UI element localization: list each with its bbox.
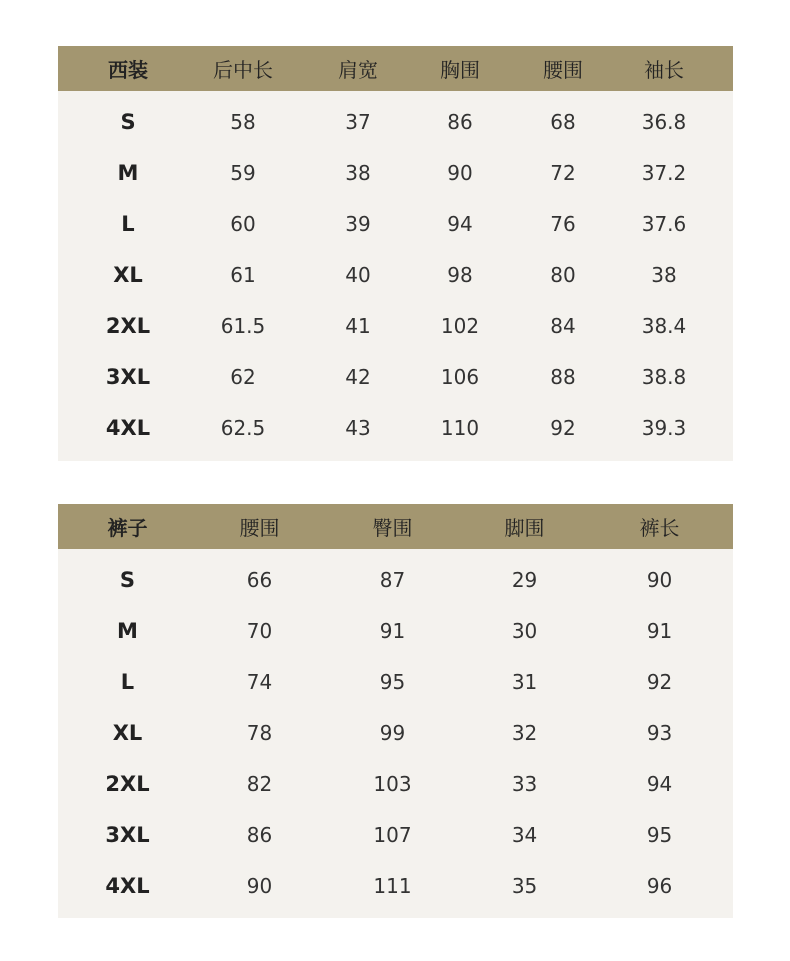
table-cell: 30 <box>511 618 538 643</box>
table-cell: 38 <box>651 262 677 287</box>
table-cell: 88 <box>550 364 576 389</box>
suit-header-category: 西装 <box>108 58 148 82</box>
table-cell: 41 <box>345 313 371 338</box>
pants-size-table <box>58 504 733 918</box>
size-label: XL <box>112 720 143 745</box>
table-row <box>58 402 733 453</box>
table-cell: 90 <box>646 567 673 592</box>
table-cell: 92 <box>646 669 673 694</box>
size-label: 4XL <box>105 415 151 440</box>
table-cell: 35 <box>511 873 538 898</box>
table-cell: 37 <box>345 109 371 134</box>
pants-table-header <box>58 504 733 549</box>
table-cell: 37.6 <box>641 211 687 236</box>
table-cell: 95 <box>646 822 673 847</box>
size-label: XL <box>113 262 143 287</box>
table-row <box>58 656 733 707</box>
table-cell: 74 <box>246 669 273 694</box>
table-cell: 39 <box>345 211 371 236</box>
table-cell: 37.2 <box>641 160 687 185</box>
table-cell: 98 <box>447 262 473 287</box>
table-row <box>58 351 733 402</box>
table-row <box>58 96 733 147</box>
pants-header-category: 裤子 <box>107 516 148 540</box>
table-cell: 38.8 <box>641 364 687 389</box>
table-cell: 42 <box>345 364 371 389</box>
table-cell: 31 <box>511 669 538 694</box>
table-row <box>58 198 733 249</box>
pants-header-leg-opening: 脚围 <box>504 516 545 540</box>
table-cell: 80 <box>550 262 576 287</box>
table-cell: 102 <box>440 313 480 338</box>
table-cell: 95 <box>379 669 406 694</box>
table-cell: 39.3 <box>641 415 687 440</box>
table-row <box>58 758 733 809</box>
suit-table-body <box>58 91 733 453</box>
table-cell: 90 <box>447 160 473 185</box>
suit-header-sleeve: 袖长 <box>644 58 684 82</box>
table-cell: 34 <box>511 822 538 847</box>
table-cell: 107 <box>373 822 412 847</box>
table-cell: 36.8 <box>641 109 687 134</box>
table-cell: 38 <box>345 160 371 185</box>
pants-header-hip: 臀围 <box>372 516 413 540</box>
table-cell: 94 <box>646 771 673 796</box>
table-row <box>58 554 733 605</box>
suit-header-chest: 胸围 <box>440 58 480 82</box>
table-row <box>58 300 733 351</box>
table-cell: 58 <box>230 109 256 134</box>
table-cell: 76 <box>550 211 576 236</box>
table-cell: 106 <box>440 364 480 389</box>
size-label: 4XL <box>105 873 150 898</box>
pants-header-waist: 腰围 <box>239 516 280 540</box>
table-cell: 94 <box>447 211 473 236</box>
table-cell: 32 <box>511 720 538 745</box>
table-cell: 91 <box>379 618 406 643</box>
table-cell: 82 <box>246 771 273 796</box>
table-cell: 78 <box>246 720 273 745</box>
size-label: L <box>120 669 135 694</box>
pants-header-length: 裤长 <box>639 516 680 540</box>
table-row <box>58 605 733 656</box>
table-cell: 84 <box>550 313 576 338</box>
suit-header-waist: 腰围 <box>543 58 583 82</box>
size-label: 3XL <box>105 364 151 389</box>
table-cell: 29 <box>511 567 538 592</box>
table-cell: 43 <box>345 415 371 440</box>
table-cell: 60 <box>230 211 256 236</box>
table-cell: 93 <box>646 720 673 745</box>
table-cell: 86 <box>447 109 473 134</box>
table-cell: 66 <box>246 567 273 592</box>
table-row <box>58 147 733 198</box>
table-cell: 40 <box>345 262 371 287</box>
suit-table-header <box>58 46 733 91</box>
pants-table-body <box>58 549 733 911</box>
table-cell: 62.5 <box>220 415 266 440</box>
table-cell: 61.5 <box>220 313 266 338</box>
table-row <box>58 860 733 911</box>
size-label: 2XL <box>105 313 151 338</box>
table-cell: 90 <box>246 873 273 898</box>
table-cell: 92 <box>550 415 576 440</box>
size-label: S <box>119 567 136 592</box>
table-cell: 70 <box>246 618 273 643</box>
table-cell: 68 <box>550 109 576 134</box>
size-label: 2XL <box>105 771 150 796</box>
table-cell: 61 <box>230 262 256 287</box>
size-label: 3XL <box>105 822 150 847</box>
table-row <box>58 809 733 860</box>
table-row <box>58 707 733 758</box>
table-cell: 62 <box>230 364 256 389</box>
table-cell: 111 <box>373 873 412 898</box>
size-label: S <box>120 109 136 134</box>
table-cell: 38.4 <box>641 313 687 338</box>
size-label: M <box>117 618 138 643</box>
size-label: L <box>121 211 135 236</box>
table-cell: 86 <box>246 822 273 847</box>
table-cell: 96 <box>646 873 673 898</box>
table-row <box>58 249 733 300</box>
table-cell: 110 <box>440 415 480 440</box>
table-cell: 59 <box>230 160 256 185</box>
table-cell: 72 <box>550 160 576 185</box>
table-cell: 99 <box>379 720 406 745</box>
table-cell: 103 <box>373 771 412 796</box>
suit-header-back-length: 后中长 <box>213 58 273 82</box>
table-cell: 91 <box>646 618 673 643</box>
table-cell: 87 <box>379 567 406 592</box>
suit-header-shoulder: 肩宽 <box>338 58 378 82</box>
suit-size-table <box>58 46 733 461</box>
table-cell: 33 <box>511 771 538 796</box>
size-label: M <box>117 160 139 185</box>
